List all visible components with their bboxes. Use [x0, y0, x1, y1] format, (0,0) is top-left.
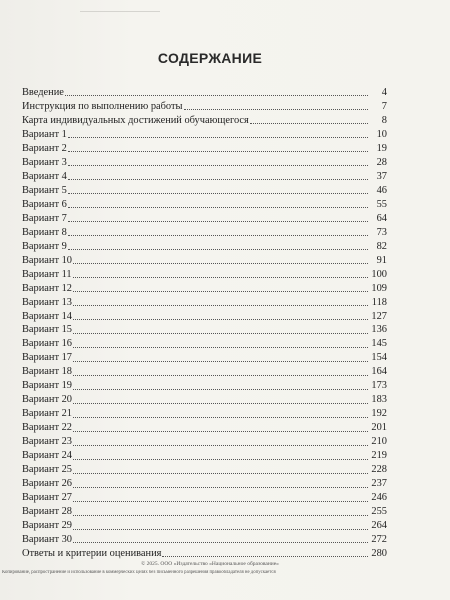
toc-entry-page: 246	[371, 492, 387, 504]
toc-entry-label: Вариант 21	[22, 408, 72, 420]
toc-entry	[22, 114, 387, 128]
toc-entry-label: Вариант 1	[22, 128, 67, 140]
toc-entry-page: 10	[376, 128, 387, 140]
toc-entry	[22, 240, 387, 254]
toc-entry-label: Вариант 24	[22, 450, 72, 462]
toc-entry-page: 272	[371, 534, 387, 545]
toc-entry	[22, 477, 387, 491]
toc-entry	[22, 296, 387, 310]
toc-leader-dots	[68, 137, 368, 138]
toc-leader-dots	[73, 529, 368, 530]
toc-leader-dots	[73, 319, 368, 320]
toc-entry-page: 192	[371, 408, 387, 420]
toc-entry	[22, 142, 387, 156]
toc-entry-label: Вариант 27	[22, 492, 72, 504]
toc-entry-page: 210	[371, 436, 387, 448]
toc-entry-label: Вариант 29	[22, 520, 72, 532]
toc-leader-dots	[250, 123, 368, 124]
toc-leader-dots	[73, 389, 368, 390]
toc-entry	[22, 86, 387, 100]
toc-entry-page: 118	[371, 296, 387, 308]
toc-entry-label: Вариант 20	[22, 394, 72, 406]
toc-entry-label: Вариант 19	[22, 380, 72, 392]
toc-entry	[22, 449, 387, 463]
toc-entry	[22, 170, 387, 184]
toc-entry	[22, 226, 387, 240]
footer-rights-notice: Копирование, распространение и использование в коммерческих целях без письменного разрешения правообладателя не допускается	[2, 570, 276, 575]
toc-entry-page: 201	[371, 422, 387, 434]
toc-entry-page: 82	[376, 240, 387, 252]
toc-entry-label: Вариант 11	[22, 268, 72, 280]
toc-entry-label: Вариант 18	[22, 366, 72, 378]
toc-leader-dots	[68, 179, 368, 180]
toc-entry	[22, 533, 387, 547]
toc-entry-page: 183	[371, 394, 387, 406]
toc-leader-dots	[73, 361, 368, 362]
toc-entry	[22, 435, 387, 449]
toc-entry-page: 136	[371, 324, 387, 336]
toc-leader-dots	[68, 165, 368, 166]
toc-entry	[22, 365, 387, 379]
toc-entry-page: 19	[376, 142, 387, 154]
toc-entry	[22, 505, 387, 519]
toc-leader-dots	[73, 515, 368, 516]
toc-leader-dots	[73, 277, 368, 278]
toc-entry-page: 8	[381, 114, 387, 126]
toc-entry-page: 4	[381, 87, 387, 98]
toc-entry-label: Вариант 17	[22, 352, 72, 364]
toc-entry-page: 264	[371, 520, 387, 532]
toc-entry-label: Вариант 10	[22, 254, 72, 266]
toc-entry	[22, 184, 387, 198]
toc-entry-page: 7	[381, 100, 387, 112]
toc-leader-dots	[73, 417, 368, 418]
toc-entry-page: 219	[371, 450, 387, 462]
toc-entry-label: Вариант 28	[22, 506, 72, 518]
toc-entry-label: Вариант 30	[22, 534, 72, 545]
toc-entry	[22, 519, 387, 533]
toc-entry-label: Вариант 25	[22, 464, 72, 476]
toc-entry-label: Вариант 15	[22, 324, 72, 336]
toc-leader-dots	[73, 263, 368, 264]
toc-leader-dots	[73, 333, 368, 334]
toc-entry	[22, 212, 387, 226]
toc-entry-label: Карта индивидуальных достижений обучающегося	[22, 114, 249, 126]
toc-entry-label: Вариант 7	[22, 212, 67, 224]
toc-leader-dots	[73, 403, 368, 404]
toc-leader-dots	[73, 375, 368, 376]
toc-entry-page: 46	[376, 184, 387, 196]
toc-entry-label: Вариант 23	[22, 436, 72, 448]
toc-entry-page: 28	[376, 156, 387, 168]
toc-entry-label: Вариант 13	[22, 296, 72, 308]
toc-leader-dots	[162, 556, 368, 557]
toc-entry-page: 37	[376, 170, 387, 182]
toc-entry-page: 64	[376, 212, 387, 224]
toc-leader-dots	[68, 235, 368, 236]
table-of-contents	[22, 86, 387, 561]
toc-entry	[22, 128, 387, 142]
toc-entry-label: Вариант 5	[22, 184, 67, 196]
toc-leader-dots	[73, 542, 368, 543]
toc-entry-label: Введение	[22, 87, 64, 98]
toc-entry-label: Вариант 26	[22, 478, 72, 490]
toc-entry-label: Вариант 2	[22, 142, 67, 154]
toc-leader-dots	[73, 305, 368, 306]
toc-leader-dots	[68, 207, 368, 208]
toc-leader-dots	[68, 221, 368, 222]
toc-leader-dots	[73, 473, 368, 474]
toc-entry	[22, 254, 387, 268]
toc-entry	[22, 407, 387, 421]
page-title: СОДЕРЖАНИЕ	[157, 50, 263, 66]
toc-entry	[22, 282, 387, 296]
toc-leader-dots	[68, 193, 368, 194]
toc-entry-label: Вариант 12	[22, 282, 72, 294]
toc-entry-page: 237	[371, 478, 387, 490]
toc-entry-page: 109	[371, 282, 387, 294]
toc-entry-label: Вариант 4	[22, 170, 67, 182]
toc-entry-label: Ответы и критерии оценивания	[22, 547, 162, 559]
toc-entry	[22, 268, 387, 282]
toc-entry-page: 164	[371, 366, 387, 378]
toc-entry	[22, 198, 387, 212]
toc-entry	[22, 310, 387, 324]
toc-entry-label: Вариант 22	[22, 422, 72, 434]
toc-entry-page: 73	[376, 226, 387, 238]
toc-leader-dots	[73, 487, 368, 488]
toc-entry-page: 280	[371, 547, 387, 559]
toc-leader-dots	[73, 347, 368, 348]
toc-entry-page: 255	[371, 506, 387, 518]
toc-leader-dots	[73, 459, 368, 460]
toc-entry-page: 55	[376, 198, 387, 210]
toc-leader-dots	[73, 431, 368, 432]
toc-entry-page: 91	[376, 254, 387, 266]
toc-entry	[22, 337, 387, 351]
toc-entry	[22, 379, 387, 393]
footer-copyright: © 2025. ООО «Издательство «Национальное образование»	[141, 561, 279, 567]
toc-entry-page: 173	[371, 380, 387, 392]
toc-entry	[22, 463, 387, 477]
toc-leader-dots	[73, 445, 368, 446]
toc-entry	[22, 421, 387, 435]
top-edge-mark	[80, 11, 160, 12]
toc-entry-label: Вариант 3	[22, 156, 67, 168]
toc-leader-dots	[73, 291, 368, 292]
toc-entry-page: 228	[371, 464, 387, 476]
toc-entry	[22, 323, 387, 337]
toc-entry-label: Вариант 9	[22, 240, 67, 252]
toc-entry-label: Вариант 8	[22, 226, 67, 238]
toc-entry-page: 100	[371, 268, 387, 280]
toc-entry-label: Вариант 6	[22, 198, 67, 210]
toc-entry-label: Вариант 14	[22, 310, 72, 322]
toc-entry-page: 154	[371, 352, 387, 364]
toc-entry-page: 127	[371, 310, 387, 322]
toc-entry	[22, 393, 387, 407]
toc-entry	[22, 547, 387, 561]
toc-entry-label: Вариант 16	[22, 338, 72, 350]
toc-entry	[22, 100, 387, 114]
toc-entry	[22, 491, 387, 505]
toc-entry-page: 145	[371, 338, 387, 350]
toc-leader-dots	[73, 501, 368, 502]
toc-leader-dots	[68, 151, 368, 152]
toc-leader-dots	[65, 95, 368, 96]
toc-leader-dots	[68, 249, 368, 250]
toc-entry	[22, 351, 387, 365]
toc-leader-dots	[184, 109, 368, 110]
toc-entry-label: Инструкция по выполнению работы	[22, 100, 183, 112]
toc-entry	[22, 156, 387, 170]
